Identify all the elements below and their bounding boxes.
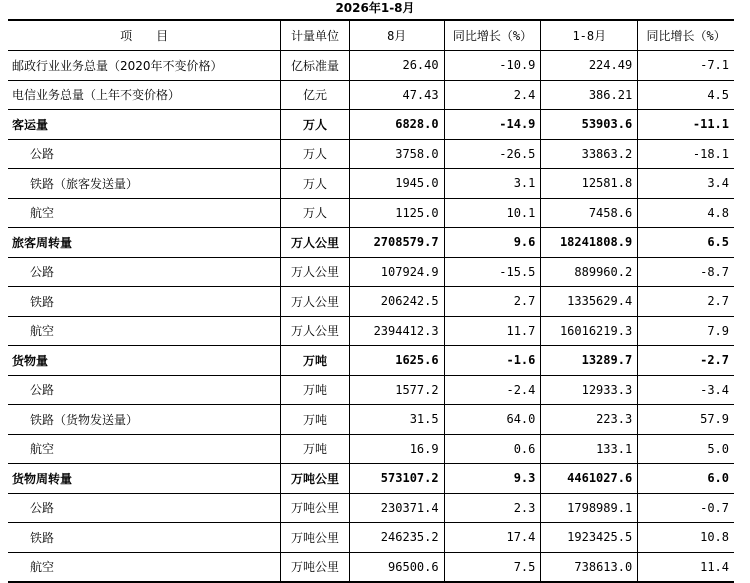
row-month: 31.5: [349, 405, 444, 435]
row-ytd: 16016219.3: [541, 316, 638, 346]
row-ytd-yoy: -7.1: [638, 51, 734, 81]
row-month: 246235.2: [349, 523, 444, 553]
row-ytd: 133.1: [541, 434, 638, 464]
row-item: 航空: [8, 316, 281, 346]
row-ytd-yoy: 10.8: [638, 523, 734, 553]
row-ytd: 738613.0: [541, 552, 638, 582]
row-item: 公路: [8, 375, 281, 405]
row-ytd-yoy: -8.7: [638, 257, 734, 287]
row-unit: 万人: [281, 110, 350, 140]
row-ytd-yoy: 4.8: [638, 198, 734, 228]
row-unit: 亿元: [281, 80, 350, 110]
row-unit: 万吨: [281, 346, 350, 376]
row-item: 邮政行业业务总量（2020年不变价格）: [8, 51, 281, 81]
row-month-yoy: 17.4: [444, 523, 541, 553]
table-row: [8, 434, 734, 464]
header-month: 8月: [349, 20, 444, 51]
row-item: 客运量: [8, 110, 281, 140]
row-ytd: 53903.6: [541, 110, 638, 140]
table-row: [8, 139, 734, 169]
row-month: 16.9: [349, 434, 444, 464]
table-row: [8, 80, 734, 110]
row-unit: 亿标准量: [281, 51, 350, 81]
statistics-table: [8, 19, 734, 583]
row-unit: 万吨: [281, 434, 350, 464]
table-row: [8, 493, 734, 523]
row-ytd-yoy: 3.4: [638, 169, 734, 199]
row-item: 货物量: [8, 346, 281, 376]
row-month-yoy: 9.3: [444, 464, 541, 494]
header-row: [8, 20, 734, 51]
row-item: 铁路: [8, 287, 281, 317]
row-ytd: 224.49: [541, 51, 638, 81]
row-month-yoy: 2.3: [444, 493, 541, 523]
row-unit: 万人公里: [281, 228, 350, 258]
table-row: [8, 552, 734, 582]
row-month-yoy: 7.5: [444, 552, 541, 582]
row-month: 47.43: [349, 80, 444, 110]
row-ytd: 33863.2: [541, 139, 638, 169]
row-month-yoy: -10.9: [444, 51, 541, 81]
row-ytd: 12933.3: [541, 375, 638, 405]
row-month: 2708579.7: [349, 228, 444, 258]
row-item: 公路: [8, 257, 281, 287]
row-month-yoy: 2.4: [444, 80, 541, 110]
header-ytd-yoy: 同比增长（%）: [638, 20, 734, 51]
row-ytd-yoy: 5.0: [638, 434, 734, 464]
row-ytd: 4461027.6: [541, 464, 638, 494]
row-ytd-yoy: -2.7: [638, 346, 734, 376]
row-ytd-yoy: -18.1: [638, 139, 734, 169]
row-month: 206242.5: [349, 287, 444, 317]
row-ytd: 1798989.1: [541, 493, 638, 523]
row-ytd: 18241808.9: [541, 228, 638, 258]
row-item: 公路: [8, 493, 281, 523]
table-row: [8, 464, 734, 494]
row-month: 1945.0: [349, 169, 444, 199]
row-unit: 万人公里: [281, 287, 350, 317]
row-item: 航空: [8, 198, 281, 228]
table-row: [8, 346, 734, 376]
row-item: 铁路（旅客发送量）: [8, 169, 281, 199]
table-row: [8, 228, 734, 258]
row-item: 公路: [8, 139, 281, 169]
row-ytd-yoy: -0.7: [638, 493, 734, 523]
header-unit: 计量单位: [281, 20, 350, 51]
row-ytd: 889960.2: [541, 257, 638, 287]
table-row: [8, 287, 734, 317]
row-item: 旅客周转量: [8, 228, 281, 258]
row-unit: 万吨公里: [281, 493, 350, 523]
table-row: [8, 169, 734, 199]
row-month-yoy: 11.7: [444, 316, 541, 346]
row-item: 货物周转量: [8, 464, 281, 494]
table-row: [8, 523, 734, 553]
row-ytd-yoy: 4.5: [638, 80, 734, 110]
header-item: 项 目: [8, 20, 281, 51]
row-ytd-yoy: 6.0: [638, 464, 734, 494]
row-item: 航空: [8, 434, 281, 464]
table-row: [8, 257, 734, 287]
row-ytd: 7458.6: [541, 198, 638, 228]
row-month-yoy: -15.5: [444, 257, 541, 287]
header-month-yoy: 同比增长（%）: [444, 20, 541, 51]
table-row: [8, 198, 734, 228]
row-unit: 万人公里: [281, 316, 350, 346]
table-row: [8, 110, 734, 140]
row-unit: 万吨公里: [281, 523, 350, 553]
row-month: 26.40: [349, 51, 444, 81]
row-month: 3758.0: [349, 139, 444, 169]
table-row: [8, 51, 734, 81]
row-ytd: 1923425.5: [541, 523, 638, 553]
row-unit: 万人: [281, 139, 350, 169]
row-month: 107924.9: [349, 257, 444, 287]
row-item: 铁路（货物发送量）: [8, 405, 281, 435]
row-month-yoy: 3.1: [444, 169, 541, 199]
row-month-yoy: -14.9: [444, 110, 541, 140]
row-month-yoy: 64.0: [444, 405, 541, 435]
row-month: 2394412.3: [349, 316, 444, 346]
row-ytd: 13289.7: [541, 346, 638, 376]
row-unit: 万吨: [281, 375, 350, 405]
row-ytd-yoy: 6.5: [638, 228, 734, 258]
row-month: 230371.4: [349, 493, 444, 523]
row-month: 1577.2: [349, 375, 444, 405]
row-ytd: 386.21: [541, 80, 638, 110]
row-month-yoy: -2.4: [444, 375, 541, 405]
table-row: [8, 405, 734, 435]
row-ytd-yoy: 57.9: [638, 405, 734, 435]
row-unit: 万吨: [281, 405, 350, 435]
row-month-yoy: 9.6: [444, 228, 541, 258]
row-month-yoy: -1.6: [444, 346, 541, 376]
row-month: 1125.0: [349, 198, 444, 228]
row-ytd-yoy: -3.4: [638, 375, 734, 405]
header-ytd: 1-8月: [541, 20, 638, 51]
row-item: 航空: [8, 552, 281, 582]
row-item: 铁路: [8, 523, 281, 553]
row-unit: 万吨公里: [281, 464, 350, 494]
row-month: 1625.6: [349, 346, 444, 376]
table-title: 2026年1-8月: [335, 1, 415, 15]
row-month-yoy: -26.5: [444, 139, 541, 169]
row-ytd-yoy: -11.1: [638, 110, 734, 140]
row-ytd: 223.3: [541, 405, 638, 435]
row-unit: 万吨公里: [281, 552, 350, 582]
row-month-yoy: 2.7: [444, 287, 541, 317]
row-ytd-yoy: 7.9: [638, 316, 734, 346]
row-ytd: 1335629.4: [541, 287, 638, 317]
row-unit: 万人公里: [281, 257, 350, 287]
table-row: [8, 316, 734, 346]
row-month-yoy: 10.1: [444, 198, 541, 228]
row-month: 573107.2: [349, 464, 444, 494]
row-unit: 万人: [281, 169, 350, 199]
row-month: 6828.0: [349, 110, 444, 140]
row-item: 电信业务总量（上年不变价格）: [8, 80, 281, 110]
row-month-yoy: 0.6: [444, 434, 541, 464]
table-row: [8, 375, 734, 405]
row-ytd: 12581.8: [541, 169, 638, 199]
row-month: 96500.6: [349, 552, 444, 582]
row-ytd-yoy: 11.4: [638, 552, 734, 582]
row-unit: 万人: [281, 198, 350, 228]
row-ytd-yoy: 2.7: [638, 287, 734, 317]
